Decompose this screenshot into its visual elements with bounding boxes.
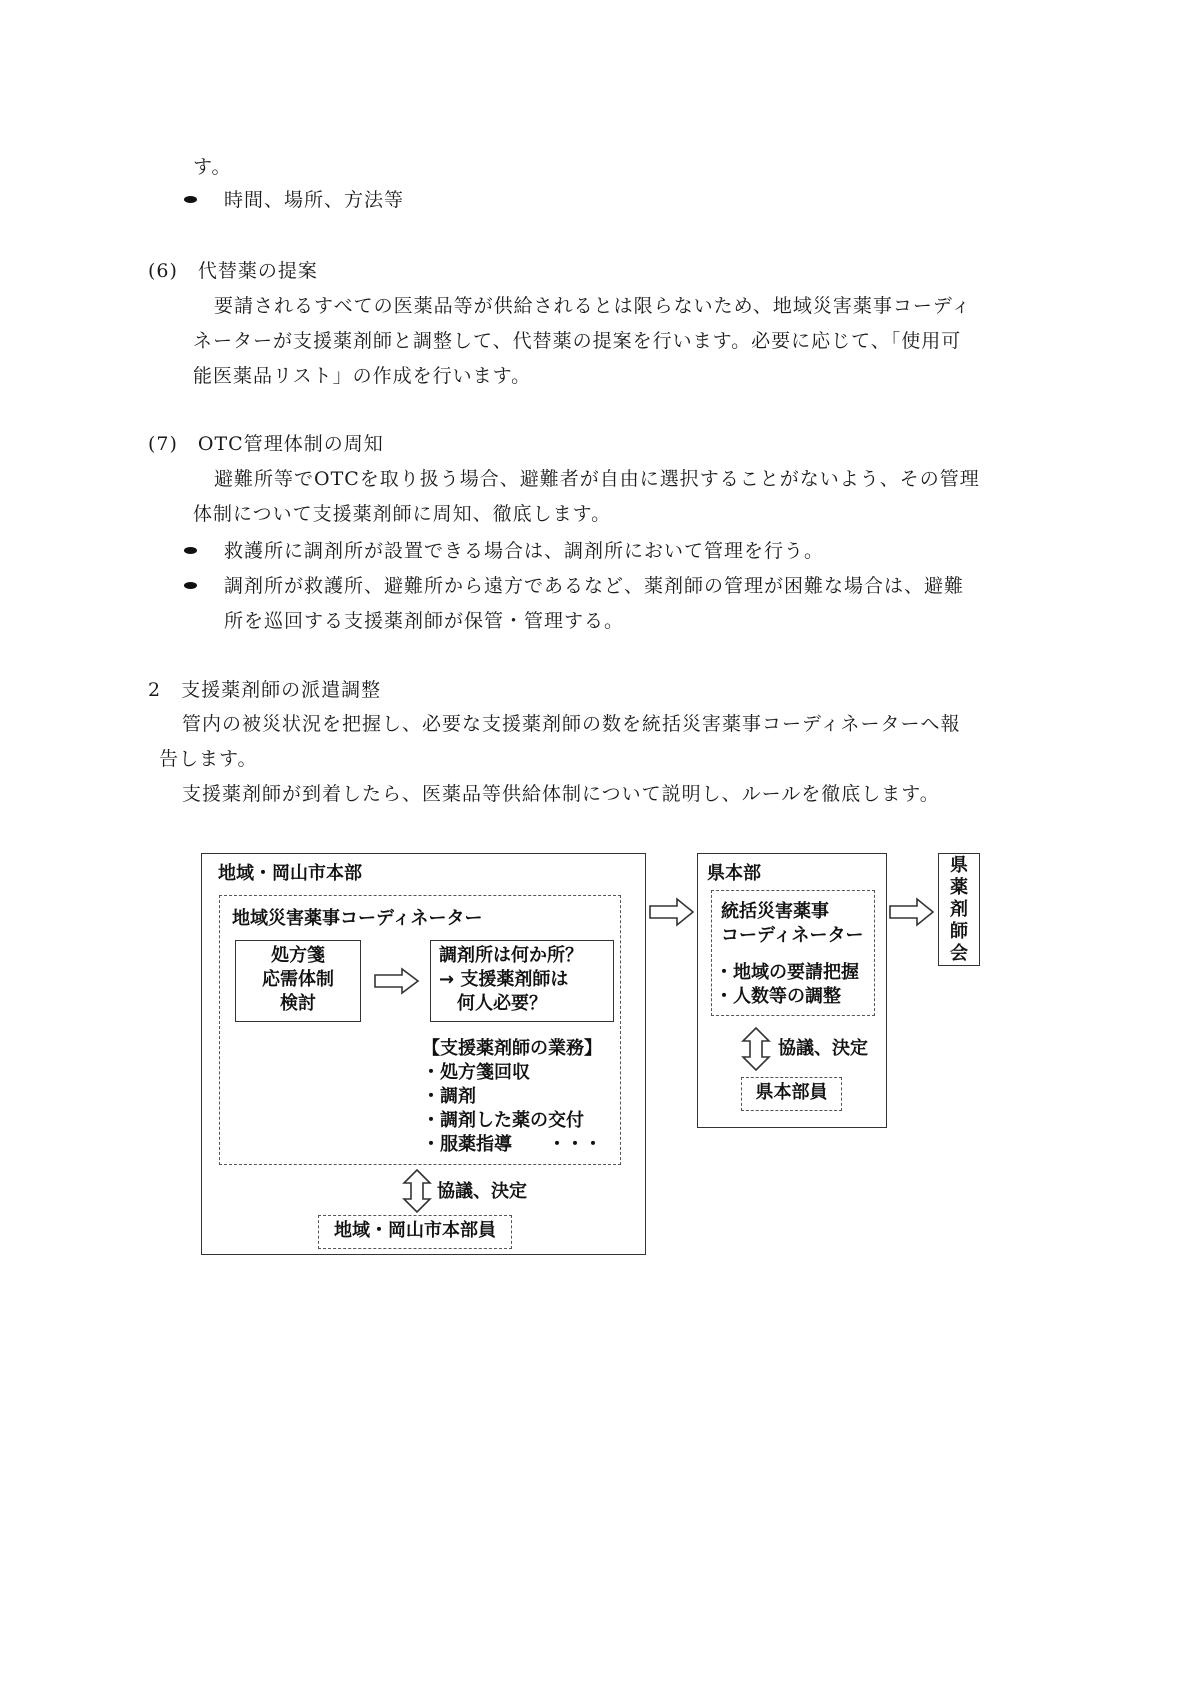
section-7-paragraph-line: 避難所等でOTCを取り扱う場合、避難者が自由に選択することがないよう、その管理 (214, 468, 980, 490)
bullet-text: 救護所に調剤所が設置できる場合は、調剤所において管理を行う。 (224, 540, 825, 562)
section-2-paragraph-line: 告します。 (159, 748, 258, 770)
dispensary-line: → 支援薬剤師は (439, 969, 569, 990)
prescription-line: 検討 (280, 993, 316, 1014)
section-2-paragraph-line: 支援薬剤師が到着したら、医薬品等供給体制について説明し、ルールを徹底します。 (182, 783, 940, 805)
pharmaceutical-association-char: 県 (950, 855, 968, 876)
duty-item: ・服薬指導 ・・・ (422, 1134, 602, 1155)
arrow-right-icon (649, 898, 695, 926)
regional-hq-title: 地域・岡山市本部 (218, 863, 362, 884)
section-7-heading: (7) OTC管理体制の周知 (148, 433, 384, 455)
duty-item: ・調剤 (422, 1086, 476, 1107)
duty-item: ・調剤した薬の交付 (422, 1110, 584, 1131)
prescription-line: 応需体制 (262, 969, 334, 990)
regional-consult-label: 協議、決定 (437, 1181, 527, 1202)
duty-item: ・処方箋回収 (422, 1062, 530, 1083)
pharmaceutical-association-char: 会 (950, 943, 968, 964)
section-6-heading: (6) 代替薬の提案 (148, 260, 318, 282)
prefectural-consult-label: 協議、決定 (778, 1038, 868, 1059)
chief-task-item: ・地域の要請把握 (715, 962, 859, 983)
section-6-paragraph-line: 要請されるすべての医薬品等が供給されるとは限らないため、地域災害薬事コーディ (214, 295, 972, 317)
arrow-right-icon (374, 968, 420, 994)
bullet-icon (184, 196, 197, 203)
regional-coordinator-title: 地域災害薬事コーディネーター (232, 908, 483, 929)
text-line: す。 (193, 156, 232, 178)
regional-staff-label: 地域・岡山市本部員 (334, 1220, 496, 1241)
dispensary-line: 何人必要？ (439, 993, 547, 1014)
bullet-icon (184, 582, 197, 589)
bullet-text: 時間、場所、方法等 (224, 189, 405, 211)
section-7-paragraph-line: 体制について支援薬剤師に周知、徹底します。 (193, 503, 612, 525)
section-6-paragraph-line: ネーターが支援薬剤師と調整して、代替薬の提案を行います。必要に応じて、「使用可 (193, 330, 962, 352)
prefectural-hq-title: 県本部 (707, 863, 761, 884)
chief-task-item: ・人数等の調整 (715, 986, 841, 1007)
pharmaceutical-association-char: 薬 (950, 877, 968, 898)
pharmaceutical-association-char: 師 (950, 921, 968, 942)
chief-coordinator-line: 統括災害薬事 (721, 901, 829, 922)
duties-title: 【支援薬剤師の業務】 (422, 1038, 602, 1059)
arrow-right-icon (889, 898, 935, 926)
up-down-arrow-icon (742, 1027, 770, 1071)
bullet-text-continuation: 所を巡回する支援薬剤師が保管・管理する。 (224, 610, 625, 632)
bullet-text: 調剤所が救護所、避難所から遠方であるなど、薬剤師の管理が困難な場合は、避難 (224, 575, 965, 597)
chief-coordinator-line: コーディネーター (721, 925, 864, 946)
section-2-paragraph-line: 管内の被災状況を把握し、必要な支援薬剤師の数を統括災害薬事コーディネーターへ報 (182, 713, 961, 735)
dispensary-line: 調剤所は何か所？ (439, 945, 583, 966)
bullet-icon (184, 547, 197, 554)
section-2-heading: 2 支援薬剤師の派遣調整 (148, 679, 382, 701)
section-6-paragraph-line: 能医薬品リスト」の作成を行います。 (193, 365, 532, 387)
pharmaceutical-association-char: 剤 (950, 899, 968, 920)
prefectural-staff-label: 県本部員 (755, 1082, 828, 1103)
prescription-line: 処方箋 (271, 945, 325, 966)
up-down-arrow-icon (403, 1169, 431, 1213)
